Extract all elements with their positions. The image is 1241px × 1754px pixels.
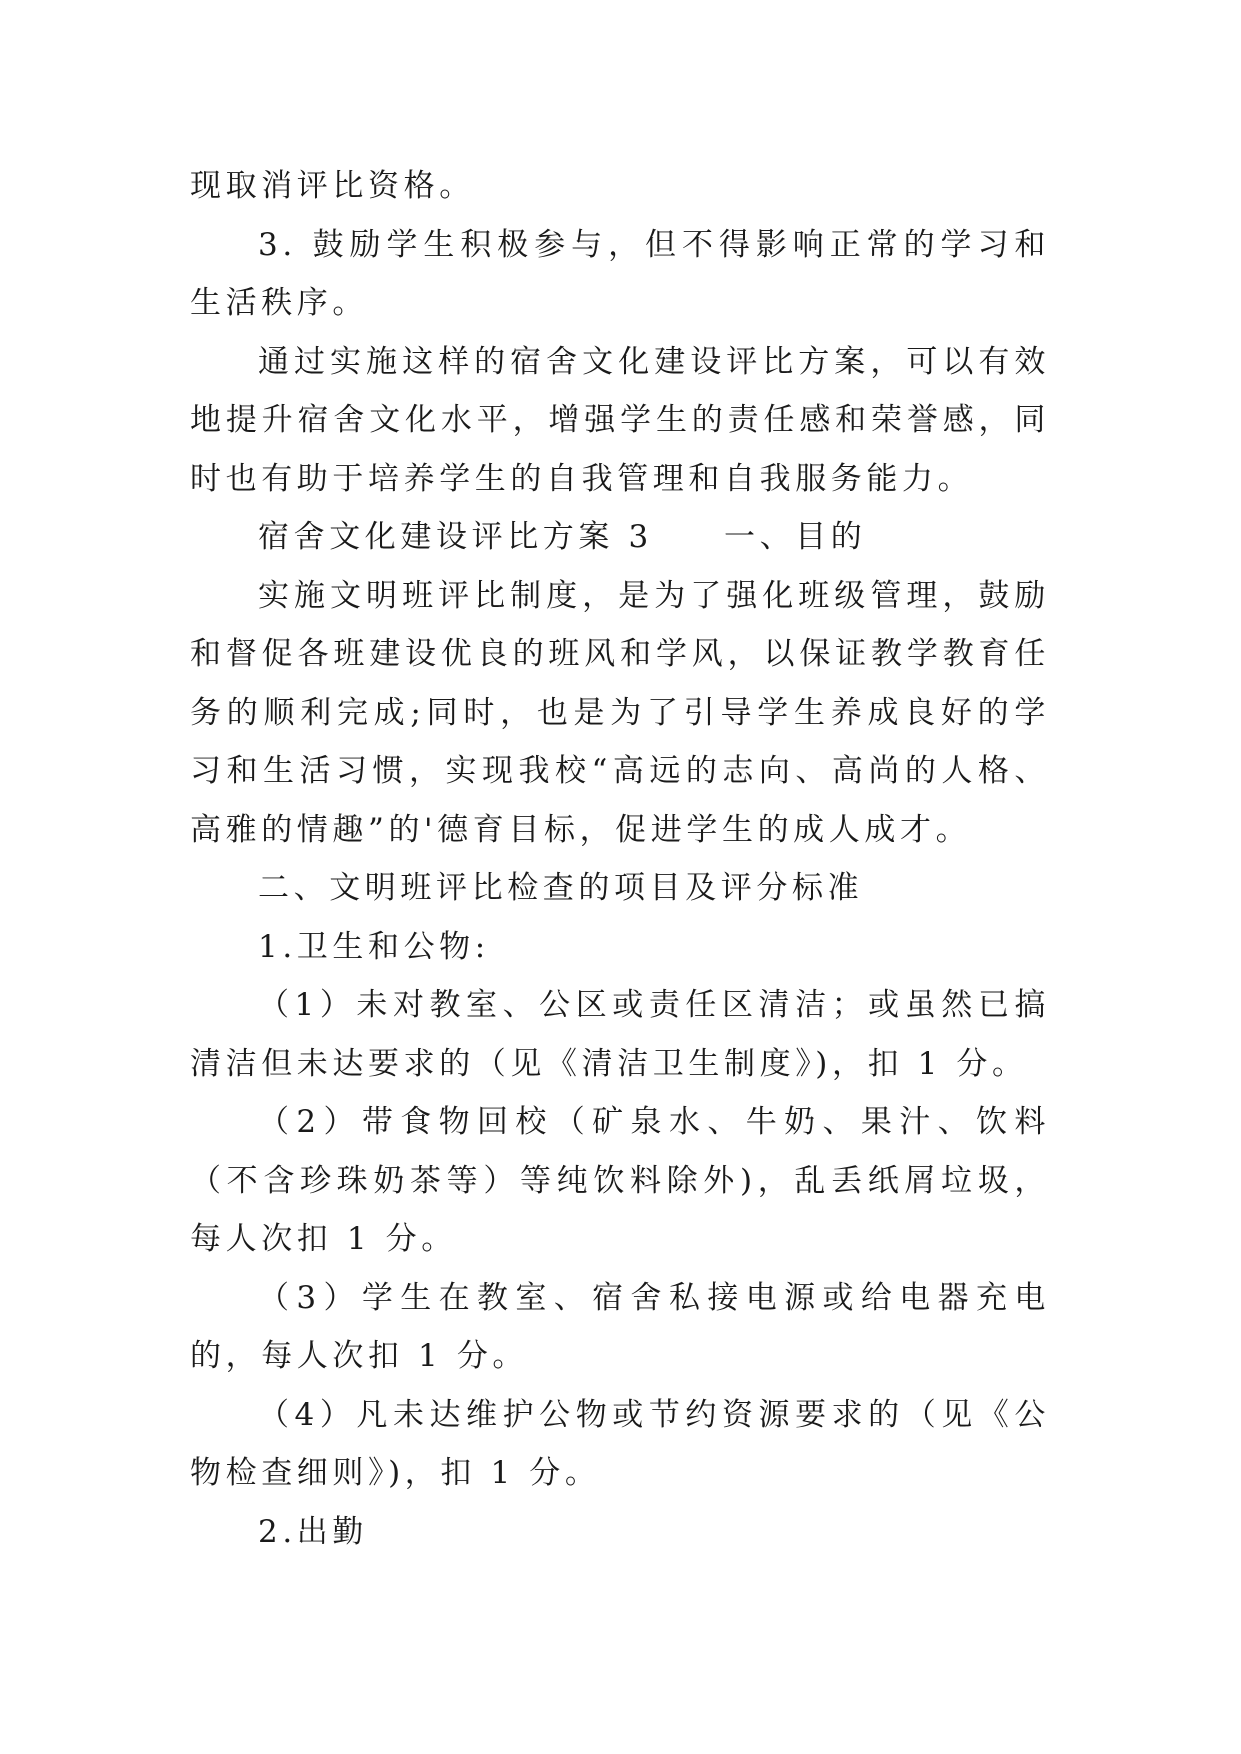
list-item: （2）带食物回校（矿泉水、牛奶、果汁、饮料（不含珍珠奶茶等）等纯饮料除外)，乱丢纸屑垃圾，每人次扣 1 分。 [190, 1104, 1050, 1257]
paragraph: 实施文明班评比制度，是为了强化班级管理，鼓励和督促各班建设优良的班风和学风，以保证教学教育任务的顺利完成;同时，也是为了引导学生养成良好的学习和生活习惯，实现我校“高远的志向、高尚的人格、高雅的情趣”的'德育目标，促进学生的成人成才。 [190, 577, 1050, 848]
list-item: （4）凡未达维护公物或节约资源要求的（见《公物检查细则》)，扣 1 分。 [190, 1396, 1050, 1491]
list-item: 1.卫生和公物: [258, 928, 490, 965]
document-body [190, 157, 1050, 1561]
list-item: 2.出勤 [258, 1513, 368, 1550]
list-item: （3）学生在教室、宿舍私接电源或给电器充电的，每人次扣 1 分。 [190, 1279, 1050, 1374]
paragraph: 3. 鼓励学生积极参与，但不得影响正常的学习和生活秩序。 [190, 226, 1050, 321]
list-item: （1）未对教室、公区或责任区清洁；或虽然已搞清洁但未达要求的（见《清洁卫生制度》)，扣 1 分。 [190, 987, 1050, 1082]
section-heading: 二、文明班评比检查的项目及评分标准 [258, 870, 864, 906]
paragraph: 现取消评比资格。 [190, 168, 475, 204]
section-heading: 宿舍文化建设评比方案 3 一、目的 [258, 519, 867, 555]
paragraph: 通过实施这样的宿舍文化建设评比方案，可以有效地提升宿舍文化水平，增强学生的责任感和荣誉感，同时也有助于培养学生的自我管理和自我服务能力。 [190, 343, 1050, 497]
